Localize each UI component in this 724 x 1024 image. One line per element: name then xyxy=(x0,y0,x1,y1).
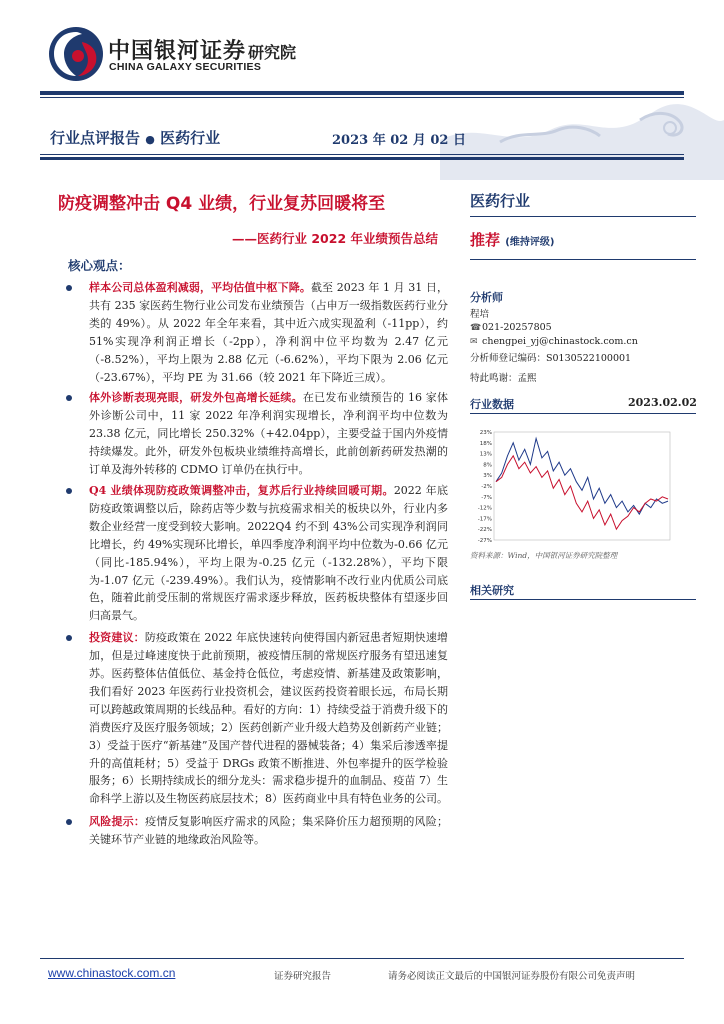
header-rule-thin xyxy=(40,97,684,98)
footer-disclaimer: 请务必阅读正文最后的中国银河证券股份有限公司免责声明 xyxy=(388,971,636,982)
list-item xyxy=(64,482,448,625)
series-line-1 xyxy=(496,456,668,529)
footer-label: 证券研究报告 xyxy=(274,971,332,982)
company-logo-icon xyxy=(48,26,104,82)
bullet-lead: 体外诊断表现亮眼，研发外包高增长延续。 xyxy=(89,391,303,405)
institute-name: 研究院 xyxy=(248,43,297,62)
y-tick-label: -27% xyxy=(477,538,492,544)
banner-sector: 医药行业 xyxy=(160,129,221,147)
chart-frame xyxy=(494,432,670,540)
core-views-list xyxy=(64,279,448,852)
list-item xyxy=(64,813,448,849)
sidebar-rule xyxy=(470,413,696,414)
phone-icon: ☎ xyxy=(470,323,482,333)
analyst-cert: 分析师登记编码：S0130522100001 xyxy=(470,353,632,364)
email-value[interactable]: chengpei_yj@chinastock.com.cn xyxy=(482,336,638,347)
bullet-body: 在已发布业绩预告的 16 家体外诊断公司中，11 家 2022 年净利润实现增长，净利润平均中位数为 23.38 亿元，同比增长 250.32%（+42.04pp），主要受益于国内外疫情持续爆发。此外，研发外包板块业绩维持高增长，此前创新药研发热潮的订单及海外转移的 CDMO 订单仍在执行中。 xyxy=(89,391,448,477)
phone-value: 021-20257805 xyxy=(482,322,552,333)
acknowledgement: 特此鸣谢：孟熙 xyxy=(470,373,537,384)
rating-value: 推荐 xyxy=(470,231,501,249)
brand-name-cn: 中国银河证券 xyxy=(108,39,247,64)
analyst-heading: 分析师 xyxy=(470,291,503,304)
chart-source: 资料来源：Wind，中国银河证券研究院整理 xyxy=(470,551,618,560)
bullet-body: 截至 2023 年 1 月 31 日，共有 235 家医药生物行业公司发布业绩预告（占申万一级指数医药行业分类的 49%）。从 2022 年全年来看，其中近六成实现盈利（-11pp），约 51%实现净利润正增长（-2pp），净利润中位平均数为 2.47 亿元（-8.52%），平均上限为 2.88 亿元（-6.62%），平均下限为 2.06 亿元（-23.67%），平均 PE 为 31.66（较 2021 年下降近三成）。 xyxy=(89,281,448,384)
bullet-dot-icon xyxy=(66,285,72,291)
y-tick-label: -7% xyxy=(481,494,492,501)
analyst-phone xyxy=(470,322,552,333)
y-tick-label: 18% xyxy=(479,440,492,447)
y-tick-label: -2% xyxy=(481,484,492,490)
bullet-lead: 风险提示： xyxy=(89,815,146,829)
header-rule xyxy=(40,91,684,95)
bullet-dot-icon xyxy=(66,395,72,401)
sidebar-sector: 医药行业 xyxy=(470,192,531,210)
bullet-lead: 投资建议： xyxy=(89,631,145,645)
cloud-decoration-icon xyxy=(440,80,724,180)
y-tick-label: 3% xyxy=(483,473,492,480)
bullet-lead: Q4 业绩体现防疫政策调整冲击，复苏后行业持续回暖可期。 xyxy=(89,483,394,497)
banner-rule-thick xyxy=(40,157,684,160)
y-tick-label: 23% xyxy=(479,430,492,436)
sidebar-rating xyxy=(470,229,554,250)
list-item xyxy=(64,629,448,808)
report-type: 行业点评报告 xyxy=(50,129,141,147)
series-line-0 xyxy=(496,439,668,515)
sidebar-rule xyxy=(470,599,696,600)
bullet-body: 防疫政策在 2022 年底快速转向使得国内新冠患者短期快速增加，但是过峰速度快于此前预期，被疫情压制的常规医疗服务有望迅速复苏。医药整体估值低位、基金持仓低位，考虑疫情、新基建及政策影响，我们看好 2023 年医药行业投资机会，建议医药投资着眼长远，布局长期可以跨越政策周期的长线品种。看好的方向：1）持续受益于消费升级下的消费医疗及医疗服务领域；2）医药创新产业升级大趋势及创新药产业链；3）受益于医疗“新基建”及国产替代进程的器械装备；4）集采后渗透率提升的高值耗材；5）受益于 DRGs 政策不断推进、外包率提升的医学检验服务；6）长期持续成长的细分龙头：需求稳步提升的血制品、疫苗 7）生命科学上游以及生物医药底层技术；8）医药商业中具有特色业务的公司。 xyxy=(89,631,448,806)
related-research-heading: 相关研究 xyxy=(470,584,514,597)
brand-name-en: CHINA GALAXY SECURITIES xyxy=(109,61,262,73)
industry-data-heading: 行业数据 xyxy=(470,398,514,411)
y-tick-label: -12% xyxy=(477,505,492,512)
report-date: 2023 年 02 月 02 日 xyxy=(332,133,466,148)
industry-performance-chart xyxy=(470,426,690,546)
y-tick-label: 13% xyxy=(479,451,492,458)
email-icon: ✉ xyxy=(470,337,478,347)
y-tick-label: -22% xyxy=(477,527,492,534)
report-type-banner xyxy=(50,127,220,148)
y-tick-label: 8% xyxy=(483,462,492,469)
report-subtitle: ——医药行业 2022 年业绩预告总结 xyxy=(232,231,438,246)
report-title: 防疫调整冲击 Q4 业绩，行业复苏回暖将至 xyxy=(58,194,386,214)
analyst-name: 程培 xyxy=(470,309,490,320)
rating-note: (维持评级) xyxy=(505,237,555,248)
bullet-dot-icon xyxy=(66,819,72,825)
banner-separator: ● xyxy=(145,133,155,146)
sidebar-rule xyxy=(470,259,696,260)
bullet-body: 疫情反复影响医疗需求的风险；集采降价压力超预期的风险；关键环节产业链的地缘政治风险等。 xyxy=(89,815,449,847)
y-tick-label: -17% xyxy=(477,516,492,523)
website-link[interactable]: www.chinastock.com.cn xyxy=(48,966,176,980)
footer-rule xyxy=(40,958,684,959)
bullet-lead: 样本公司总体盈利减弱，平均估值中枢下降。 xyxy=(89,281,311,294)
core-views-heading: 核心观点： xyxy=(68,258,131,273)
bullet-dot-icon xyxy=(66,635,72,641)
analyst-email[interactable] xyxy=(470,336,638,347)
bullet-body: 2022 年底防疫政策调整以后，除药店等少数与抗疫需求相关的板块以外，行业内多数企业经营一度受到较大影响。2022Q4 约不到 43%公司实现净利润同比增长，约 49%实现环比增长，单四季度净利润平均中位数为-0.66 亿元（同比-185.94%），平均上限为-0.25 亿元（-132.28%），平均下限为-1.07 亿元（-239.49%）。我们认为，疫情影响不改行业内优质公司底色，随着此前受压制的常规医疗需求逐步释放，医药板块整体有望逐步回归高景气。 xyxy=(89,483,448,623)
industry-data-date: 2023.02.02 xyxy=(628,396,697,409)
list-item xyxy=(64,389,448,479)
list-item xyxy=(64,279,448,386)
sidebar-rule xyxy=(470,216,696,217)
banner-rule xyxy=(40,154,684,155)
bullet-dot-icon xyxy=(66,488,72,494)
